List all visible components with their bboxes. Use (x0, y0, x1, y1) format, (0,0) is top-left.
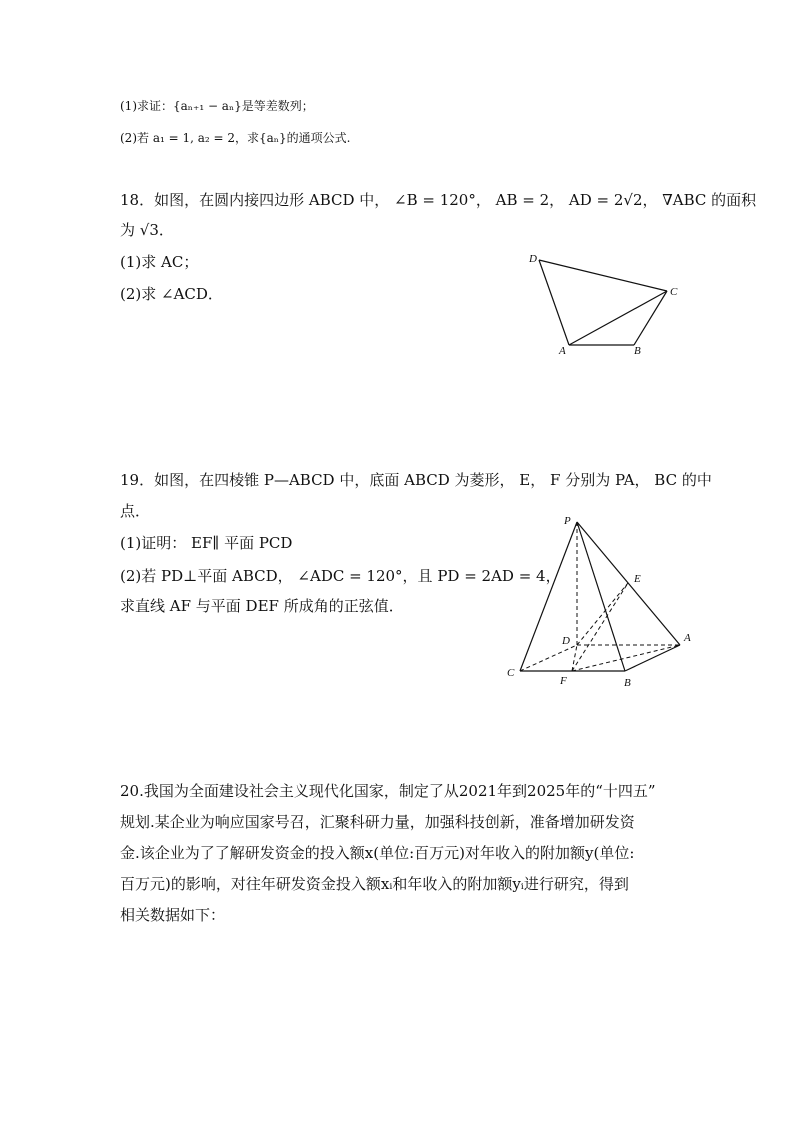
q19-part2: (2)若 PD⊥平面 ABCD， ∠ADC = 120°，且 PD = 2AD = 4， (120, 567, 561, 585)
label-E: E (634, 573, 641, 585)
edge-BA (625, 645, 680, 671)
edge-BC (634, 291, 667, 345)
q20-stem-line2: 规划.某企业为响应国家号召，汇聚科研力量，加强科技创新，准备增加研发资 (120, 813, 635, 831)
segment-FA (572, 645, 680, 671)
label-B: B (624, 677, 631, 689)
segment-DE (577, 583, 628, 645)
q17-part2: (2)若 a₁ = 1, a₂ = 2，求{aₙ}的通项公式. (120, 131, 351, 145)
edge-DC (539, 260, 667, 291)
label-A: A (559, 345, 566, 357)
label-D: D (562, 635, 570, 647)
edge-PC (520, 522, 577, 671)
edge-PB (577, 522, 625, 671)
label-B: B (634, 345, 641, 357)
segment-FD (572, 645, 577, 671)
edge-CD-hidden (520, 645, 577, 671)
edge-PA (577, 522, 680, 645)
q20-stem-line1: 20.我国为全面建设社会主义现代化国家，制定了从2021年到2025年的“十四五” (120, 782, 656, 800)
q20-stem-line3: 金.该企业为了了解研发资金的投入额x(单位:百万元)对年收入的附加额y(单位: (120, 844, 635, 862)
q18-stem-line2: 为 √3． (120, 221, 174, 239)
q20-stem-line5: 相关数据如下： (120, 906, 226, 924)
q19-part1: (1)证明： EF∥ 平面 PCD (120, 534, 293, 552)
q17-part1: (1)求证：{aₙ₊₁ − aₙ}是等差数列； (120, 99, 314, 113)
q19-part3: 求直线 AF 与平面 DEF 所成角的正弦值． (120, 597, 404, 615)
label-D: D (529, 253, 537, 265)
q19-stem-line2: 点． (120, 502, 151, 520)
label-A: A (684, 632, 691, 644)
edge-DA (539, 260, 569, 345)
segment-FE (572, 583, 628, 671)
label-C: C (670, 286, 678, 298)
q19-stem-line1: 19．如图，在四棱锥 P—ABCD 中，底面 ABCD 为菱形， E， F 分别为 PA， BC 的中 (120, 471, 712, 489)
label-P: P (564, 515, 571, 527)
edge-AC (569, 291, 667, 345)
label-C: C (507, 667, 515, 679)
q20-stem-line4: 百万元)的影响，对往年研发资金投入额xᵢ和年收入的附加额yᵢ进行研究，得到 (120, 875, 629, 893)
q18-part2: (2)求 ∠ACD． (120, 285, 223, 303)
q18-part1: (1)求 AC； (120, 253, 199, 271)
label-F: F (560, 675, 567, 687)
q18-stem-line1: 18．如图，在圆内接四边形 ABCD 中， ∠B = 120°， AB = 2， AD = 2√2， ∇ABC 的面积 (120, 191, 757, 209)
